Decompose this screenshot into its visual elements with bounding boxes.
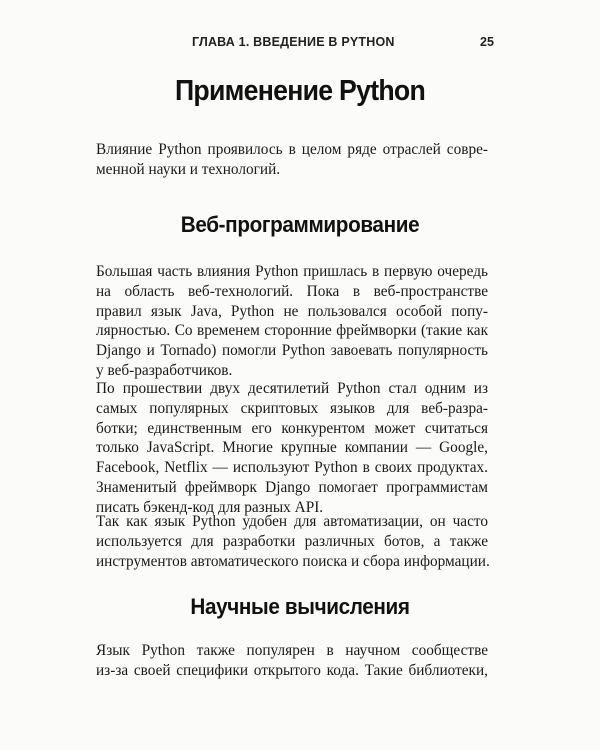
section-heading-web: Веб-программирование <box>180 212 420 237</box>
text-line: правил язык Java, Python не пользовался особой попу- <box>96 302 488 320</box>
text-line: Язык Python также популярен в научном сообществе <box>96 642 488 659</box>
text-line: По прошествии двух десятилетий Python стал одним из <box>96 380 488 397</box>
text-line: Так как язык Python удобен для автоматизации, он часто <box>96 513 488 530</box>
paragraph-science-1 <box>96 641 488 681</box>
text-line: на область веб-технологий. Пока в веб-пространстве <box>96 282 488 300</box>
paragraph-web-1 <box>96 262 488 381</box>
intro-paragraph <box>96 140 488 180</box>
section-heading-science: Научные вычисления <box>190 594 410 619</box>
text-line: Знаменитый фреймворк Django помогает программистам <box>96 478 488 496</box>
text-line: Django и Tornado) помогли Python завоевать популярность <box>96 342 488 360</box>
text-line: у веб-разработчиков. <box>96 361 233 379</box>
running-head: ГЛАВА 1. ВВЕДЕНИЕ В PYTHON <box>192 35 395 49</box>
text-line: Влияние Python проявилось в целом ряде отраслей совре- <box>96 141 488 158</box>
paragraph-web-3 <box>96 512 488 571</box>
text-line: инструментов автоматического поиска и сбора информации. <box>96 552 490 570</box>
text-line: Facebook, Netflix — используют Python в своих продуктах. <box>96 459 488 477</box>
paragraph-web-2 <box>96 379 488 518</box>
page-number: 25 <box>480 35 494 49</box>
text-line: только JavaScript. Многие крупные компании — Google, <box>96 439 488 457</box>
text-line: используется для разработки различных ботов, а также <box>96 532 488 550</box>
text-line: писать бэкенд-код для разных API. <box>96 498 324 516</box>
text-line: менной науки и технологий. <box>96 160 281 178</box>
text-line: самых популярных скриптовых языков для веб-разра- <box>96 399 488 417</box>
page-title: Применение Python <box>174 75 426 107</box>
text-line: из-за своей специфики открытого кода. Такие библиотеки, <box>96 661 488 679</box>
text-line: лярностью. Со временем сторонние фреймворки (такие как <box>96 322 488 340</box>
text-line: Большая часть влияния Python пришлась в первую очередь <box>96 263 488 280</box>
text-line: ботки; единственным его конкурентом может считаться <box>96 419 488 437</box>
